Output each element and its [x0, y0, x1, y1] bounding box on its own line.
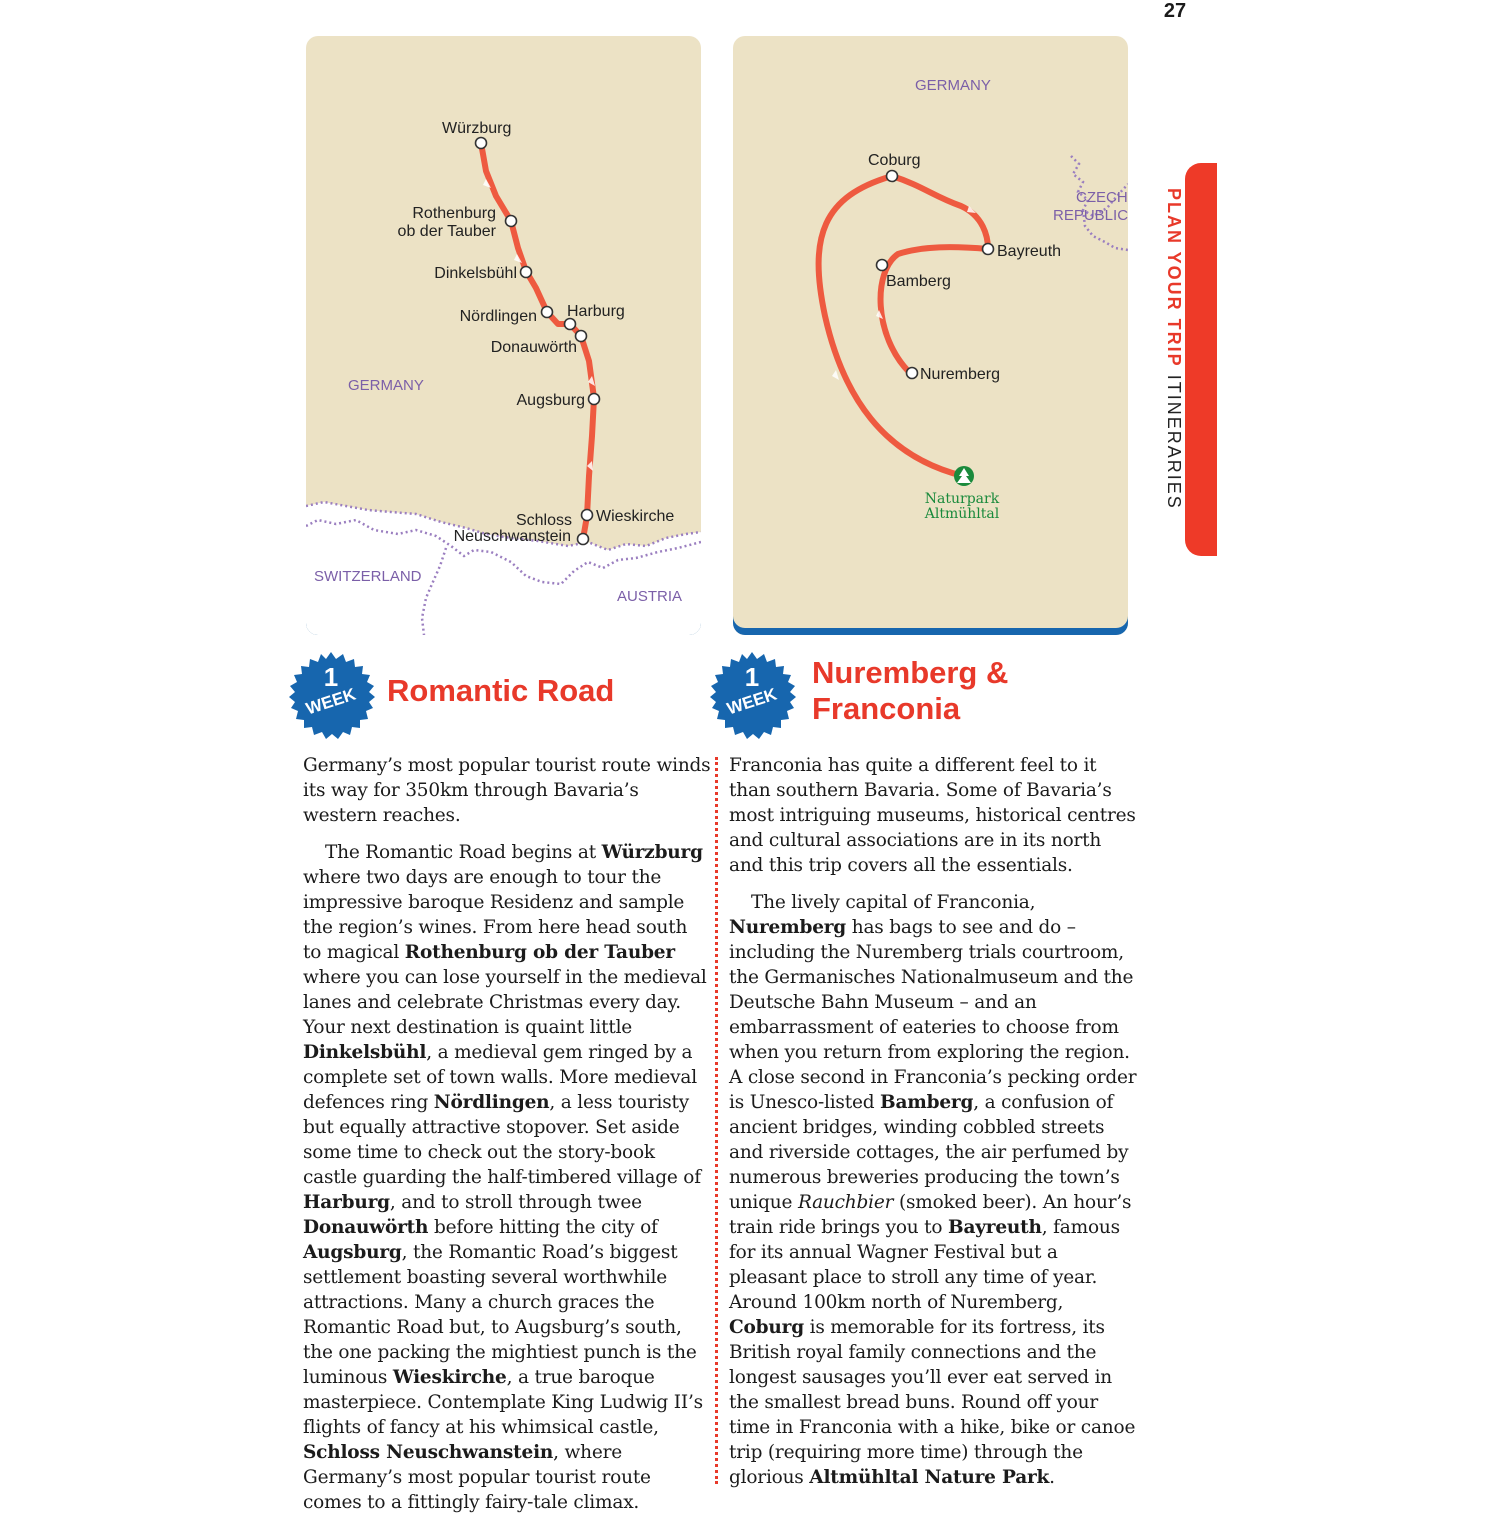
text-run: Rauchbier	[797, 1192, 894, 1213]
highlighted-place: Harburg	[303, 1192, 390, 1213]
place-marker	[907, 368, 918, 379]
place-label: Donauwörth	[490, 339, 577, 356]
text-run: , where Germany’s most popular tourist route comes to a fittingly fairy-tale climax.	[303, 1442, 651, 1513]
place-label: Wieskirche	[596, 508, 675, 525]
highlighted-place: Bayreuth	[948, 1217, 1042, 1238]
text-run: before hitting the city of	[428, 1217, 658, 1238]
text-run: (smoked beer). An hour’s train ride brings you to	[729, 1192, 1132, 1238]
highlighted-place: Schloss Neuschwanstein	[303, 1442, 554, 1463]
text-run: has bags to see and do – including the Nuremberg trials courtroom, the Germanisches Nationalmuseum and the Deutsche Bahn Museum – and an embarrassment of eateries to choose from when you return from exploring the region. A close second in Franconia’s pecking order is Unesco-listed	[729, 917, 1137, 1113]
franconia-text	[729, 753, 1137, 1502]
text-run: , a confusion of ancient bridges, winding cobbled streets and riverside cottages, the air perfumed by numerous breweries producing the town’s unique	[729, 1092, 1129, 1213]
place-label: Bayreuth	[997, 243, 1062, 260]
text-run: The Romantic Road begins at	[325, 842, 602, 863]
country-label: REPUBLIC	[1053, 207, 1128, 224]
place-marker	[589, 394, 600, 405]
place-marker	[565, 319, 576, 330]
country-label: CZECH	[1076, 189, 1128, 206]
text-run: Germany’s most popular tourist route winds its way for 350km through Bavaria’s western reaches.	[303, 755, 711, 826]
body-paragraph	[729, 890, 1137, 1490]
itinerary-title-line: Franconia	[812, 691, 961, 726]
place-marker	[521, 267, 532, 278]
park-label: Naturpark	[924, 491, 1000, 507]
place-marker	[983, 244, 994, 255]
badge-unit: WEEK	[724, 684, 780, 719]
place-label: Dinkelsbühl	[434, 265, 517, 282]
text-run: The lively capital of Franconia,	[751, 892, 1036, 913]
park-label: Altmühltal	[924, 506, 1000, 522]
highlighted-place: Bamberg	[880, 1092, 974, 1113]
text-run: , famous for its annual Wagner Festival but a pleasant place to stroll any time of year. Around 100km north of Nuremberg,	[729, 1217, 1120, 1313]
place-label: Augsburg	[516, 392, 585, 409]
section-subtitle: ITINERARIES	[1164, 374, 1184, 510]
highlighted-place: Nuremberg	[729, 917, 847, 938]
route-line	[819, 176, 988, 476]
place-marker	[887, 171, 898, 182]
text-run: .	[1049, 1467, 1055, 1488]
section-tab	[1185, 163, 1217, 556]
place-marker	[877, 260, 888, 271]
highlighted-place: Coburg	[729, 1317, 804, 1338]
text-run: where two days are enough to tour the impressive baroque Residenz and sample the region’s wines. From here head south to magical	[303, 867, 688, 963]
itinerary-title: Romantic Road	[387, 673, 615, 708]
place-marker	[476, 138, 487, 149]
text-run: Franconia has quite a different feel to it than southern Bavaria. Some of Bavaria’s most intriguing museums, historical centres and cultural associations are in its north and this trip covers all the essentials.	[729, 755, 1136, 876]
body-paragraph	[729, 753, 1137, 878]
franconia-map-graphic	[733, 36, 1128, 635]
highlighted-place: Augsburg	[303, 1242, 402, 1263]
duration-badge	[285, 650, 377, 742]
text-run: , a true baroque masterpiece. Contemplate King Ludwig II’s flights of fancy at his whimsical castle,	[303, 1367, 703, 1438]
place-label: Neuschwanstein	[453, 528, 571, 545]
text-run: , the Romantic Road’s biggest settlement boasting several worthwhile attractions. Many a church graces the Romantic Road but, to Augsburg’s south, the one packing the mightiest punch is the luminous	[303, 1242, 697, 1388]
tree-icon	[954, 466, 974, 486]
place-marker	[582, 510, 593, 521]
place-label: Nördlingen	[459, 308, 537, 325]
text-run: , and to stroll through twee	[389, 1192, 642, 1213]
country-label: GERMANY	[915, 77, 991, 94]
highlighted-place: Wieskirche	[392, 1367, 507, 1388]
place-label: Bamberg	[886, 273, 951, 290]
country-label: SWITZERLAND	[314, 568, 422, 585]
body-paragraph	[303, 840, 711, 1515]
section-title: PLAN YOUR TRIP	[1164, 188, 1184, 368]
highlighted-place: Würzburg	[601, 842, 703, 863]
place-marker	[542, 307, 553, 318]
romantic-road-text	[303, 753, 711, 1527]
place-marker	[506, 216, 517, 227]
place-label: Würzburg	[442, 120, 512, 137]
country-label: AUSTRIA	[617, 588, 683, 605]
highlighted-place: Nördlingen	[433, 1092, 550, 1113]
place-label: Harburg	[567, 303, 625, 320]
text-run: , a less touristy but equally attractive stopover. Set aside some time to check out the story-book castle guarding the half-timbered village of	[303, 1092, 701, 1188]
text-run: is memorable for its fortress, its British royal family connections and the longest sausages you’ll ever eat served in the smallest bread buns. Round off your time in Franconia with a hike, bike or canoe trip (requiring more time) through the glorious	[729, 1317, 1136, 1488]
body-paragraph	[303, 753, 711, 828]
itinerary-title-line: Nuremberg &	[812, 655, 1009, 690]
badge-number: 1	[323, 662, 339, 692]
highlighted-place: Altmühltal Nature Park	[809, 1467, 1050, 1488]
highlighted-place: Rothenburg ob der Tauber	[404, 942, 675, 963]
column-divider	[715, 757, 718, 1484]
place-marker	[576, 331, 587, 342]
place-label: Rothenburg	[412, 205, 496, 222]
place-label: Coburg	[868, 152, 921, 169]
highlighted-place: Donauwörth	[303, 1217, 429, 1238]
highlighted-place: Dinkelsbühl	[303, 1042, 427, 1063]
text-run: , a medieval gem ringed by a complete set of town walls. More medieval defences ring	[303, 1042, 697, 1113]
place-marker	[578, 534, 589, 545]
place-label: Nuremberg	[920, 366, 1001, 383]
place-label: ob der Tauber	[397, 223, 496, 240]
franconia-map	[733, 36, 1128, 635]
romantic-road-map	[306, 36, 701, 635]
duration-badge	[706, 650, 798, 742]
country-label: GERMANY	[348, 377, 424, 394]
section-label	[1150, 188, 1184, 518]
place-label: Schloss	[515, 512, 572, 529]
badge-unit: WEEK	[303, 684, 359, 719]
badge-number: 1	[744, 662, 760, 692]
romantic-road-map-graphic	[306, 36, 701, 635]
itinerary-title	[812, 655, 1008, 727]
page-number: 27	[1163, 0, 1187, 22]
text-run: where you can lose yourself in the medieval lanes and celebrate Christmas every day. Your next destination is quaint little	[303, 967, 707, 1038]
